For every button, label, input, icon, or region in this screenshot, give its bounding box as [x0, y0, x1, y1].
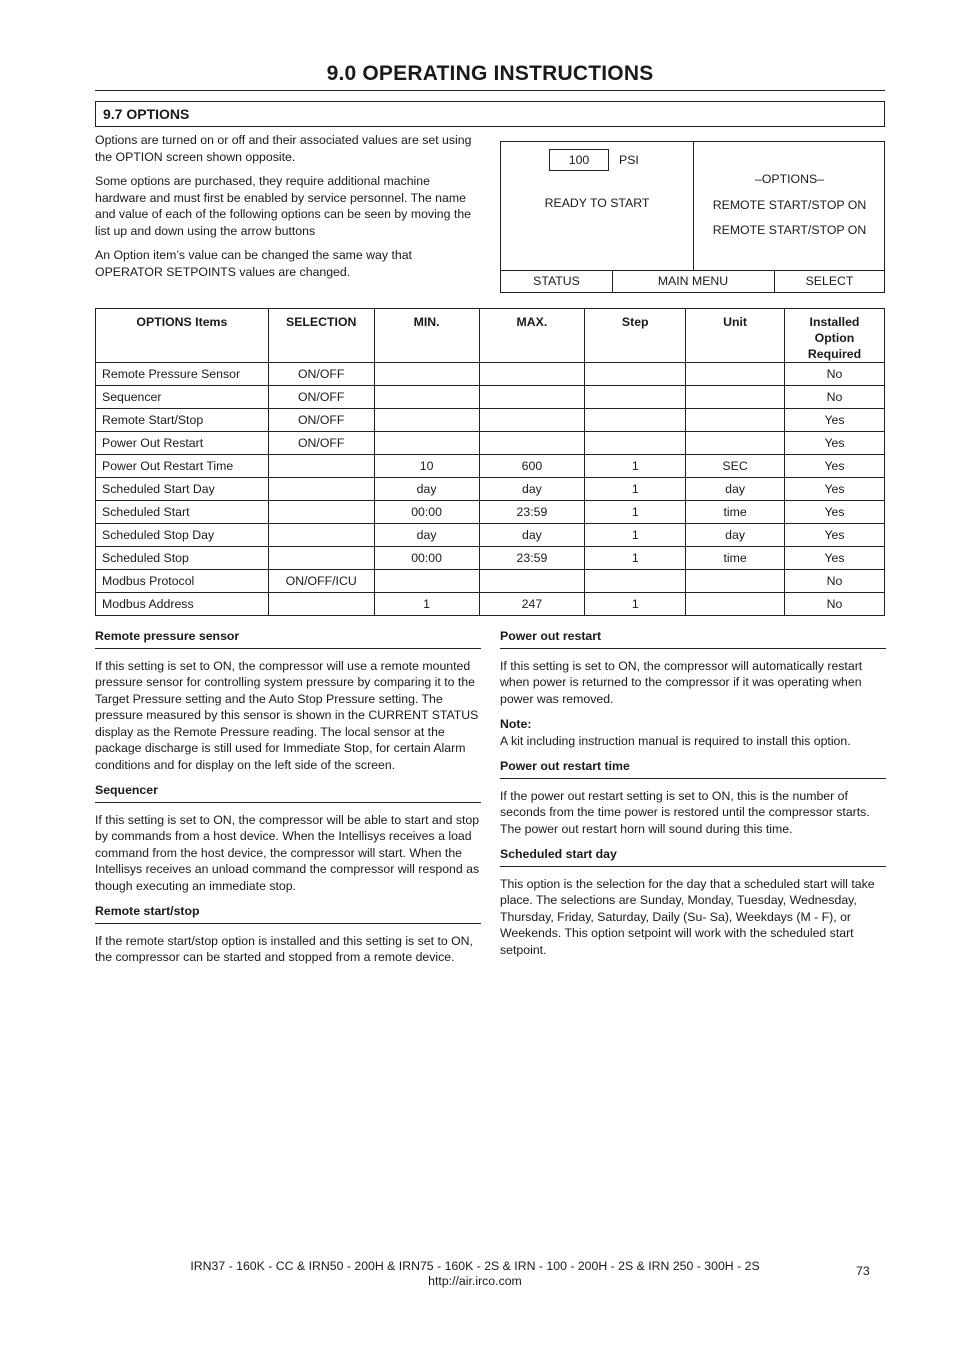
- table-cell: Yes: [784, 547, 884, 570]
- table-cell: ON/OFF: [268, 432, 374, 455]
- table-cell: No: [784, 363, 884, 386]
- subsection-heading: Power out restart time: [500, 758, 886, 779]
- table-cell: Power Out Restart Time: [96, 455, 269, 478]
- table-cell: [686, 432, 785, 455]
- left-column: [95, 628, 481, 975]
- column-header: Installed Option Required: [784, 309, 884, 363]
- column-header: Step: [585, 309, 686, 363]
- table-row: [96, 363, 885, 386]
- table-cell: [686, 386, 785, 409]
- table-cell: ON/OFF: [268, 386, 374, 409]
- table-row: [96, 432, 885, 455]
- table-cell: day: [479, 478, 585, 501]
- table-cell: 1: [374, 593, 479, 616]
- page-number: 73: [856, 1264, 870, 1278]
- table-cell: [268, 593, 374, 616]
- status-button[interactable]: STATUS: [533, 274, 580, 288]
- subsection-body: If the power out restart setting is set to ON, this is the number of seconds from the time power is restored until the compressor starts. The power out restart horn will sound during this time.: [500, 788, 870, 836]
- table-cell: No: [784, 570, 884, 593]
- table-cell: [585, 386, 686, 409]
- subsection-body: If the remote start/stop option is installed and this setting is set to ON, the compressor can be started and stopped from a remote device.: [95, 933, 473, 964]
- table-cell: Scheduled Start Day: [96, 478, 269, 501]
- table-cell: 23:59: [479, 501, 585, 524]
- table-cell: [686, 593, 785, 616]
- table-cell: [585, 363, 686, 386]
- table-cell: day: [686, 478, 785, 501]
- table-header-row: [96, 309, 885, 363]
- table-cell: [268, 547, 374, 570]
- table-cell: Sequencer: [96, 386, 269, 409]
- intro-paragraph: Options are turned on or off and their associated values are set using the OPTION screen shown opposite.: [95, 133, 472, 164]
- table-cell: [268, 455, 374, 478]
- table-cell: [479, 409, 585, 432]
- table-row: [96, 547, 885, 570]
- table-cell: [479, 570, 585, 593]
- pressure-unit: PSI: [619, 153, 639, 167]
- table-cell: Modbus Address: [96, 593, 269, 616]
- table-cell: Yes: [784, 501, 884, 524]
- table-cell: 1: [585, 593, 686, 616]
- column-header: MIN.: [374, 309, 479, 363]
- table-cell: Power Out Restart: [96, 432, 269, 455]
- table-cell: [374, 386, 479, 409]
- subsection-heading: Power out restart: [500, 628, 886, 649]
- table-cell: [374, 409, 479, 432]
- table-cell: [268, 501, 374, 524]
- table-cell: ON/OFF: [268, 409, 374, 432]
- table-cell: Scheduled Stop Day: [96, 524, 269, 547]
- options-screen-diagram: [500, 141, 885, 293]
- subsection-body: This option is the selection for the day that a scheduled start will take place. The selections are Sunday, Monday, Tuesday, Wednesday, Thursday, Friday, Saturday, Daily (Su- Sa), Weekdays (M - F), or Weekends. This option setpoint will work with the scheduled start setpoint.: [500, 876, 875, 957]
- options-line: REMOTE START/STOP ON: [712, 198, 867, 212]
- table-cell: [585, 570, 686, 593]
- column-header: Unit: [686, 309, 785, 363]
- select-button[interactable]: SELECT: [805, 274, 854, 288]
- table-cell: 1: [585, 524, 686, 547]
- footer-models: IRN37 - 160K - CC & IRN50 - 200H & IRN75 - 160K - 2S & IRN - 100 - 200H - 2S & IRN 250 - 300H - 2S: [190, 1259, 760, 1273]
- table-cell: 1: [585, 501, 686, 524]
- subsection-heading: Remote pressure sensor: [95, 628, 481, 649]
- subsection-body: If this setting is set to ON, the compressor will automatically restart when power is returned to the compressor if it was operating when power was removed.: [500, 658, 863, 706]
- options-line: REMOTE START/STOP ON: [712, 223, 867, 237]
- table-cell: ON/OFF: [268, 363, 374, 386]
- table-cell: [479, 363, 585, 386]
- table-cell: Scheduled Start: [96, 501, 269, 524]
- table-cell: 23:59: [479, 547, 585, 570]
- column-header: SELECTION: [268, 309, 374, 363]
- status-text: READY TO START: [544, 196, 650, 210]
- page-title: 9.0 OPERATING INSTRUCTIONS: [326, 62, 654, 85]
- footer: [95, 1259, 855, 1289]
- options-table: [95, 308, 885, 616]
- table-cell: Remote Start/Stop: [96, 409, 269, 432]
- table-row: [96, 593, 885, 616]
- column-header: MAX.: [479, 309, 585, 363]
- table-cell: [268, 524, 374, 547]
- table-cell: SEC: [686, 455, 785, 478]
- subsection-heading: Remote start/stop: [95, 903, 481, 924]
- table-cell: Yes: [784, 409, 884, 432]
- table-cell: 00:00: [374, 547, 479, 570]
- subsection-heading: Scheduled start day: [500, 846, 886, 867]
- table-cell: 600: [479, 455, 585, 478]
- table-cell: [374, 570, 479, 593]
- table-cell: Yes: [784, 524, 884, 547]
- table-row: [96, 478, 885, 501]
- table-cell: [585, 432, 686, 455]
- table-row: [96, 409, 885, 432]
- table-row: [96, 501, 885, 524]
- table-cell: [686, 363, 785, 386]
- table-cell: Scheduled Stop: [96, 547, 269, 570]
- table-cell: [585, 409, 686, 432]
- table-row: [96, 455, 885, 478]
- table-cell: 00:00: [374, 501, 479, 524]
- table-cell: [686, 570, 785, 593]
- table-cell: Yes: [784, 478, 884, 501]
- table-cell: [479, 432, 585, 455]
- intro-paragraph: An Option item’s value can be changed the same way that OPERATOR SETPOINTS values are changed.: [95, 248, 412, 279]
- table-row: [96, 524, 885, 547]
- table-cell: [374, 432, 479, 455]
- table-cell: No: [784, 386, 884, 409]
- table-cell: 1: [585, 478, 686, 501]
- options-title: –OPTIONS–: [754, 172, 825, 186]
- note-text: A kit including instruction manual is required to install this option.: [500, 733, 851, 748]
- table-cell: [686, 409, 785, 432]
- right-column: [500, 628, 886, 967]
- table-cell: time: [686, 501, 785, 524]
- subsection-body: If this setting is set to ON, the compressor will be able to start and stop by commands from a host device. When the Intellisys receives a load command from the host device, the compressor will start. When the Intellisys receives an unload command the compressor will respond as though executing an immediate stop.: [95, 812, 480, 893]
- intro-paragraph: Some options are purchased, they require additional machine hardware and must first be enabled by service personnel. The name and value of each of the following options can be seen by moving the list up and down using the arrow buttons: [95, 174, 471, 238]
- table-cell: 1: [585, 547, 686, 570]
- main-menu-button[interactable]: MAIN MENU: [657, 274, 729, 288]
- subsection-heading: Sequencer: [95, 782, 481, 803]
- section-heading: 9.7 OPTIONS: [95, 101, 885, 127]
- table-cell: time: [686, 547, 785, 570]
- table-cell: 247: [479, 593, 585, 616]
- subsection-body: If this setting is set to ON, the compressor will use a remote mounted pressure sensor for controlling system pressure by comparing it to the Target Pressure setting and the Auto Stop Pressure setting. The pressure measured by this sensor is shown in the CURRENT STATUS display as the Remote Pressure reading. The local sensor at the package discharge is still used for Immediate Stop, for certain Alarm conditions and for display on the left side of the screen.: [95, 658, 479, 772]
- table-cell: Remote Pressure Sensor: [96, 363, 269, 386]
- table-cell: Yes: [784, 432, 884, 455]
- table-cell: [479, 386, 585, 409]
- table-row: [96, 386, 885, 409]
- table-cell: No: [784, 593, 884, 616]
- table-cell: day: [374, 478, 479, 501]
- table-cell: 10: [374, 455, 479, 478]
- footer-url[interactable]: http://air.irco.com: [428, 1274, 522, 1288]
- table-cell: 1: [585, 455, 686, 478]
- table-cell: [268, 478, 374, 501]
- note-label: Note:: [500, 717, 532, 731]
- intro-text: [95, 132, 480, 288]
- table-cell: Yes: [784, 455, 884, 478]
- table-row: [96, 570, 885, 593]
- table-cell: day: [479, 524, 585, 547]
- title-divider: [95, 90, 885, 91]
- column-header: OPTIONS Items: [96, 309, 269, 363]
- table-cell: Modbus Protocol: [96, 570, 269, 593]
- pressure-value: 100: [549, 149, 609, 171]
- table-cell: day: [686, 524, 785, 547]
- table-cell: [374, 363, 479, 386]
- table-cell: ON/OFF/ICU: [268, 570, 374, 593]
- table-cell: day: [374, 524, 479, 547]
